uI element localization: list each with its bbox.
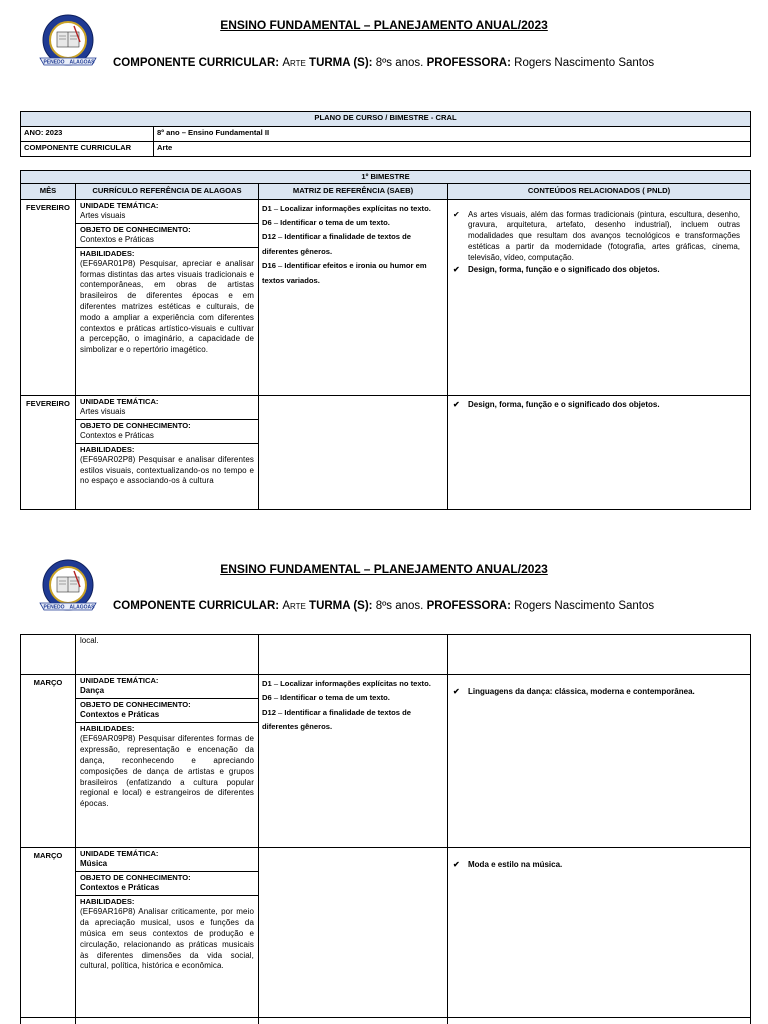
conteudo-item: ✔ As artes visuais, além das formas tradicionais (pintura, escultura, desenho, gravura, arquitetura, artefato, desenho industrial), incluem outras modalidades que resultam dos avanços tecnológicos e transformações estéticas a partir da modernidade (fotografia, artes gráficas, cinema, televisão, vídeo, computação. (453, 209, 741, 262)
unidade-label: UNIDADE TEMÁTICA: (80, 676, 159, 685)
check-icon: ✔ (453, 860, 460, 869)
plano-title: PLANO DE CURSO / BIMESTRE - CRAL (21, 112, 751, 127)
col-curriculo: CURRÍCULO REFERÊNCIA DE ALAGOAS (76, 184, 259, 199)
check-icon: ✔ (453, 399, 460, 409)
saeb-item: D6 – Identificar o tema de um texto. (262, 693, 390, 703)
conteudos-cell (448, 395, 751, 509)
mes-cell: FEVEREIRO (21, 395, 76, 509)
col-matriz: MATRIZ DE REFERÊNCIA (SAEB) (259, 184, 448, 199)
objeto-label: OBJETO DE CONHECIMENTO: (80, 700, 191, 710)
document-title: ENSINO FUNDAMENTAL – PLANEJAMENTO ANUAL/2023 (220, 18, 548, 32)
col-conteudos: CONTEÚDOS RELACIONADOS ( PNLD) (448, 184, 751, 199)
turma-value: 8ºs anos. (375, 600, 424, 612)
mes-cell: FEVEREIRO (21, 199, 76, 395)
objeto-value: Contextos e Práticas (80, 430, 154, 440)
curriculo-cell (76, 199, 259, 395)
mes-cell (21, 635, 76, 675)
habilidades-text: (EF69AR01P8) Pesquisar, apreciar e analisar formas distintas das artes visuais tradicionais e contemporâneas, em obras de artistas brasileiros de diferentes épocas e em diferentes matrizes estéticas e culturais, de modo a ampliar a experiência com diferentes contextos e práticas artístico-visuais e cultivar a percepção, o imaginário, a capacidade de simbolizar e o repertório imagético. (80, 258, 254, 355)
unidade-value: Artes visuais (80, 210, 126, 220)
componente-value: Arte (282, 57, 306, 69)
professora-label: PROFESSORA: (426, 600, 511, 612)
objeto-label: OBJETO DE CONHECIMENTO: (80, 420, 191, 430)
saeb-cell (259, 848, 448, 1018)
objeto-value: Contextos e Práticas (80, 883, 160, 893)
table-row (21, 199, 751, 395)
habilidades-text: (EF69AR02P8) Pesquisar e analisar diferentes estilos visuais, contextualizando-os no tempo e no espaço e associando-os à cultura (80, 454, 254, 486)
logo-right-text: ALAGOAS (69, 59, 95, 66)
professora-value: Rogers Nascimento Santos (514, 600, 655, 612)
habilidades-label: HABILIDADES: (80, 897, 135, 907)
logo-left-text: PENEDO (43, 59, 65, 66)
objeto-value: Contextos e Práticas (80, 234, 154, 244)
component-line (113, 600, 654, 612)
saeb-item: D16 – Identificar efeitos e ironia ou humor em textos variados. (262, 261, 427, 285)
logo-right-text: ALAGOAS (69, 604, 95, 611)
logo-left-text: PENEDO (43, 604, 65, 611)
unidade-label: UNIDADE TEMÁTICA: (80, 849, 159, 858)
conteudo-item: ✔ Linguagens da dança: clássica, moderna e contemporânea. (453, 687, 695, 696)
conteudo-item: ✔ Moda e estilo na música. (453, 860, 563, 869)
mes-cell: MARÇO (21, 848, 76, 1018)
turma-value: 8ºs anos. (375, 57, 424, 69)
saeb-cell (259, 675, 448, 848)
plano-ano-label: ANO: 2023 (21, 127, 154, 142)
check-icon: ✔ (453, 209, 460, 219)
curriculo-cell (76, 675, 259, 848)
professora-label: PROFESSORA: (426, 57, 511, 69)
plano-curso-table (20, 111, 751, 157)
objeto-value: Contextos e Práticas (80, 710, 160, 720)
saeb-cell (259, 199, 448, 395)
objeto-label: OBJETO DE CONHECIMENTO: (80, 873, 191, 883)
saeb-cell (259, 395, 448, 509)
page-break (0, 520, 768, 545)
saeb-item: D12 – Identificar a finalidade de textos de diferentes gêneros. (262, 232, 411, 256)
table-row (21, 675, 751, 848)
componente-label: COMPONENTE CURRICULAR: (113, 600, 280, 612)
unidade-label: UNIDADE TEMÁTICA: (80, 200, 159, 210)
unidade-value: Música (80, 859, 108, 869)
habilidades-text: (EF69AR16P8) Analisar criticamente, por meio da apreciação musical, usos e funções da música em seus contextos de produção e circulação, relacionando as práticas musicais às diferentes dimensões da vida social, cultural, política, histórica e econômica. (80, 907, 254, 971)
plano-componente-label: COMPONENTE CURRICULAR (21, 142, 154, 157)
saeb-item: D6 – Identificar o tema de um texto. (262, 217, 390, 227)
check-icon: ✔ (453, 687, 460, 696)
habilidades-text: (EF69AR09P8) Pesquisar diferentes formas de expressão, representação e encenação da dança, reconhecendo e apreciando composições de dança de artistas e grupos brasileiros (enfatizando a cultura popular regional e local) e estrangeiros de diferentes épocas. (80, 734, 254, 809)
table-row (21, 395, 751, 509)
saeb-cell (259, 635, 448, 675)
document-title: ENSINO FUNDAMENTAL – PLANEJAMENTO ANUAL/2023 (220, 562, 548, 576)
table-row (21, 1018, 751, 1024)
table-row (21, 635, 751, 675)
conteudos-cell (448, 675, 751, 848)
habilidades-label: HABILIDADES: (80, 248, 135, 258)
unidade-value: Dança (80, 686, 105, 696)
saeb-item: D1 – Localizar informações explícitas no texto. (262, 679, 431, 688)
turma-label: TURMA (S): (309, 600, 373, 612)
saeb-item: D1 – Localizar informações explícitas no texto. (262, 203, 431, 213)
plano-componente-value: Arte (154, 142, 751, 157)
objeto-label: OBJETO DE CONHECIMENTO: (80, 224, 191, 234)
saeb-item: D12 – Identificar a finalidade de textos de diferentes gêneros. (262, 707, 411, 732)
mes-cell: MARÇO (21, 675, 76, 848)
componente-value: Arte (282, 600, 306, 612)
habilidades-label: HABILIDADES: (80, 724, 135, 734)
continuation-text: local. (76, 635, 259, 675)
plano-ano-value: 8º ano – Ensino Fundamental II (154, 127, 751, 142)
conteudo-item: ✔ Design, forma, função e o significado dos objetos. (453, 265, 660, 275)
componente-label: COMPONENTE CURRICULAR: (113, 57, 280, 69)
table-row (21, 848, 751, 1018)
check-icon: ✔ (453, 265, 460, 275)
col-mes: MÊS (21, 184, 76, 199)
conteudos-cell (448, 199, 751, 395)
curriculo-cell (76, 848, 259, 1018)
bimestre-table-continued (20, 634, 751, 1024)
conteudo-item: ✔ Design, forma, função e o significado dos objetos. (453, 399, 660, 409)
curriculo-cell (76, 395, 259, 509)
unidade-value: Artes visuais (80, 406, 126, 416)
unidade-label: UNIDADE TEMÁTICA: (80, 396, 159, 406)
conteudos-cell (448, 635, 751, 675)
habilidades-label: HABILIDADES: (80, 444, 135, 454)
professora-value: Rogers Nascimento Santos (514, 57, 655, 69)
turma-label: TURMA (S): (309, 57, 373, 69)
conteudos-cell (448, 848, 751, 1018)
component-line (113, 57, 654, 69)
document-page-2 (0, 545, 768, 1024)
bimestre-title: 1º BIMESTRE (21, 171, 751, 184)
bimestre-table (20, 170, 751, 510)
